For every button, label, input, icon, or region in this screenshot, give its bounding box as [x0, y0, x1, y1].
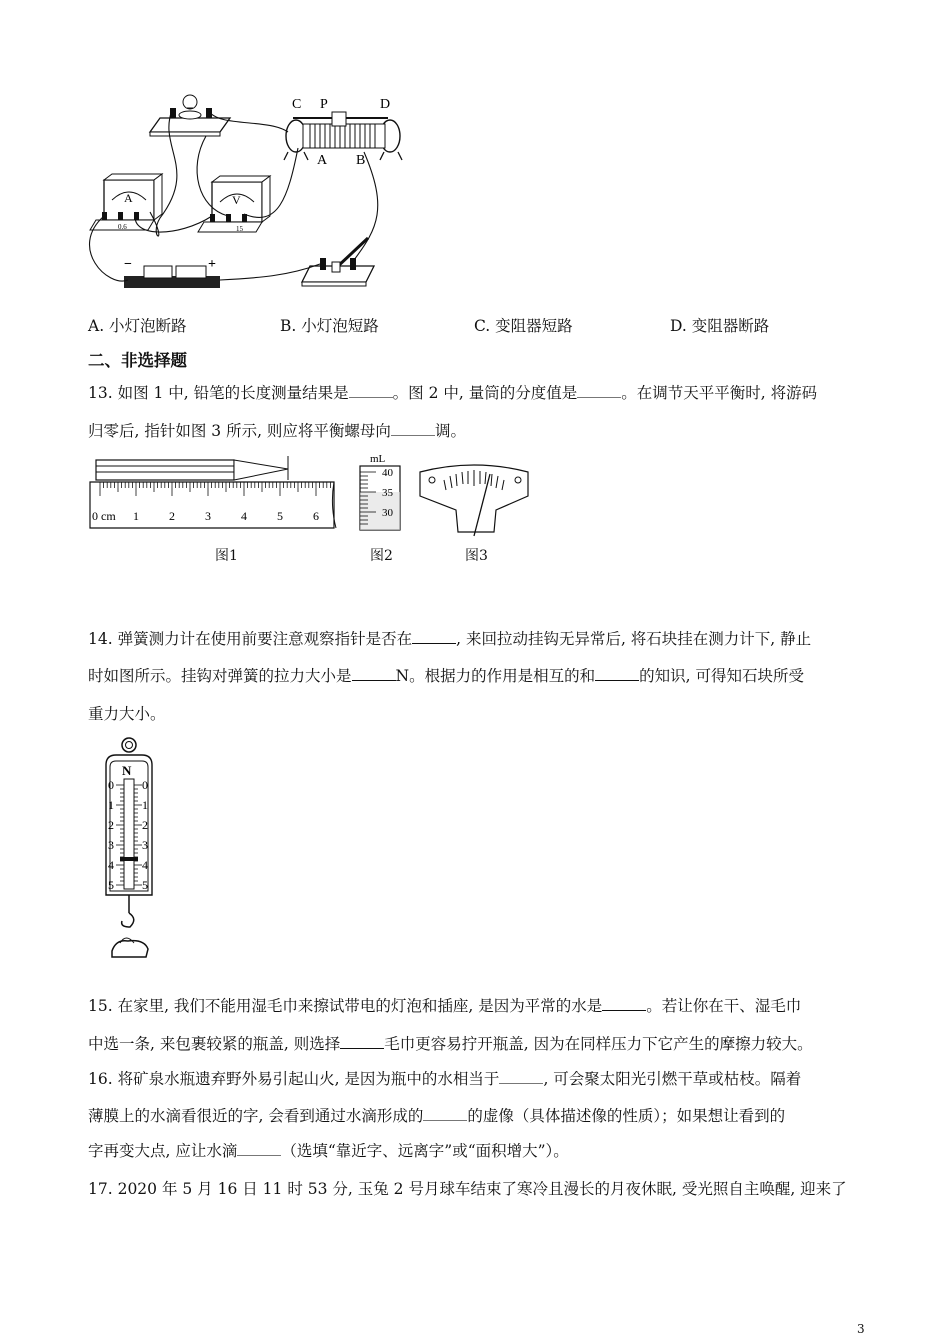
scale-unit-n: N [122, 763, 132, 778]
spring-label: 5 [142, 878, 148, 892]
spring-label: 1 [142, 798, 148, 812]
q14-line-1: 14. 弹簧测力计在使用前要注意观察指针是否在 , 来回拉动挂钩无异常后, 将石块挂在测力计下, 静止 [88, 630, 812, 648]
caption-fig3: 图3 [465, 548, 488, 564]
circuit-figure [88, 88, 408, 298]
q14-line-2: 时如图所示。挂钩对弹簧的拉力大小是 N。根据力的作用是相互的和 的知识, 可得知石块所受 [88, 667, 804, 685]
spring-label: 3 [142, 838, 148, 852]
cylinder-tick-40: 40 [382, 467, 393, 479]
pencil [96, 456, 288, 480]
switch [302, 238, 374, 286]
spring-label: 0 [142, 778, 148, 792]
page-number: 3 [857, 1322, 865, 1336]
battery [124, 257, 220, 288]
spring-label: 4 [108, 858, 114, 872]
ammeter-scale: 0.6 [118, 223, 127, 231]
ruler-label: 4 [241, 509, 247, 523]
blank[interactable] [349, 383, 393, 398]
blank[interactable] [499, 1069, 543, 1084]
rheostat-label-d: D [380, 97, 391, 112]
option-a: A. 小灯泡断路 [88, 317, 187, 335]
q13-line-2: 归零后, 指针如图 3 所示, 则应将平衡螺母向 调。 [88, 422, 466, 440]
spring-scale [100, 735, 160, 967]
q16-line-3: 字再变大点, 应让水滴 （选填“靠近字、远离字”或“面积增大”）。 [88, 1142, 569, 1160]
rheostat-label-b: B [356, 153, 366, 168]
rheostat-label-a: A [317, 153, 328, 168]
spring-label: 5 [108, 878, 114, 892]
ammeter-symbol: A [124, 191, 133, 205]
ruler [90, 482, 336, 528]
ruler-label: 6 [313, 509, 319, 523]
blank[interactable] [423, 1106, 467, 1121]
section-title: 二、非选择题 [88, 351, 187, 370]
ammeter [90, 174, 162, 231]
q13-line-1: 13. 如图 1 中, 铅笔的长度测量结果是 。图 2 中, 量筒的分度值是 。在调节天平平衡时, 将游码 [88, 384, 818, 402]
spring-label: 4 [142, 858, 148, 872]
rheostat-label-c: C [292, 97, 302, 112]
q16-line-1: 16. 将矿泉水瓶遗弃野外易引起山火, 是因为瓶中的水相当于 , 可会聚太阳光引燃干草或枯枝。隔着 [88, 1070, 802, 1088]
spring-label: 2 [108, 818, 114, 832]
blank[interactable] [602, 996, 646, 1011]
spring-label: 2 [142, 818, 148, 832]
ruler-label: 1 [133, 509, 139, 523]
measuring-cylinder [360, 453, 400, 530]
option-c: C. 变阻器短路 [474, 317, 573, 335]
blank[interactable] [412, 629, 456, 644]
blank[interactable] [391, 421, 435, 436]
battery-minus: − [124, 257, 132, 272]
caption-fig1: 图1 [215, 548, 238, 564]
ruler-label: 3 [205, 509, 211, 523]
blank[interactable] [595, 666, 639, 681]
q14-line-3: 重力大小。 [88, 705, 166, 723]
caption-fig2: 图2 [370, 548, 393, 564]
ruler-label: 0 cm [92, 509, 116, 523]
blank[interactable] [352, 666, 396, 681]
ruler-label: 5 [277, 509, 283, 523]
cylinder-tick-35: 35 [382, 487, 393, 499]
voltmeter-symbol: V [232, 193, 241, 207]
q16-line-2: 薄膜上的水滴看很近的字, 会看到通过水滴形成的 的虚像（具体描述像的性质）；如果想让看到的 [88, 1107, 786, 1125]
blank[interactable] [340, 1034, 384, 1049]
q15-line-1: 15. 在家里, 我们不能用湿毛巾来擦试带电的灯泡和插座, 是因为平常的水是 。若让你在干、湿毛巾 [88, 997, 802, 1015]
option-b: B. 小灯泡短路 [280, 317, 379, 335]
blank[interactable] [577, 383, 621, 398]
q17-line-1: 17. 2020 年 5 月 16 日 11 时 53 分, 玉兔 2 号月球车结束了寒冷且漫长的月夜休眠, 受光照自主唤醒, 迎来了 [88, 1180, 847, 1198]
voltmeter-scale: 15 [236, 225, 243, 233]
bulb-board [150, 95, 230, 136]
ruler-label: 2 [169, 509, 175, 523]
spring-label: 0 [108, 778, 114, 792]
rheostat-label-p: P [320, 97, 328, 112]
q15-line-2: 中选一条, 来包裹较紧的瓶盖, 则选择 毛巾更容易拧开瓶盖, 因为在同样压力下它产生的摩擦力较大。 [88, 1035, 813, 1053]
balance-pointer-dial [420, 465, 528, 536]
blank[interactable] [237, 1141, 281, 1156]
spring-label: 3 [108, 838, 114, 852]
battery-plus: + [208, 257, 216, 272]
option-d: D. 变阻器断路 [670, 317, 770, 335]
cylinder-tick-30: 30 [382, 507, 393, 519]
rheostat [284, 97, 402, 168]
cylinder-unit: mL [370, 453, 386, 465]
spring-label: 1 [108, 798, 114, 812]
